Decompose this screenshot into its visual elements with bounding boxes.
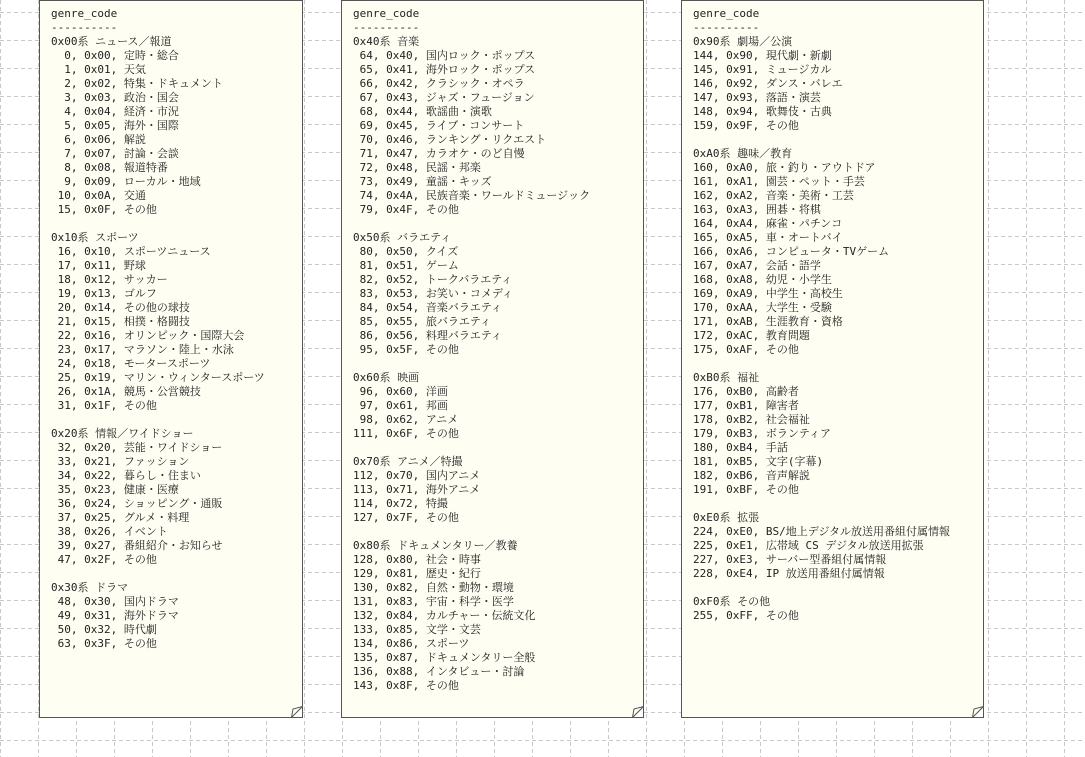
genre-code-entry: 182, 0xB6, 音声解説 [693,469,810,482]
genre-code-entry: 98, 0x62, アニメ [353,413,459,426]
genre-code-entry: 3, 0x03, 政治・国会 [51,91,179,104]
note-title: genre_code [693,7,760,20]
genre-group-header: 0x40系 音楽 [353,35,420,48]
genre-code-entry: 64, 0x40, 国内ロック・ポップス [353,49,536,62]
genre-code-entry: 66, 0x42, クラシック・オペラ [353,77,525,90]
genre-code-entry: 178, 0xB2, 社会福祉 [693,413,810,426]
genre-code-entry: 165, 0xA5, 車・オートバイ [693,231,843,244]
genre-code-entry: 127, 0x7F, その他 [353,511,459,524]
genre-code-entry: 36, 0x24, ショッピング・通販 [51,497,223,510]
genre-code-entry: 167, 0xA7, 会話・語学 [693,259,821,272]
genre-code-entry: 71, 0x47, カラオケ・のど自慢 [353,147,525,160]
genre-code-entry: 191, 0xBF, その他 [693,483,799,496]
genre-code-entry: 225, 0xE1, 広帯域 CS デジタル放送用拡張 [693,539,924,552]
genre-code-entry: 1, 0x01, 天気 [51,63,146,76]
genre-code-entry: 23, 0x17, マラソン・陸上・水泳 [51,343,234,356]
genre-code-entry: 171, 0xAB, 生涯教育・資格 [693,315,843,328]
genre-code-entry: 18, 0x12, サッカー [51,273,168,286]
genre-code-entry: 161, 0xA1, 園芸・ペット・手芸 [693,175,865,188]
genre-code-entry: 50, 0x32, 時代劇 [51,623,157,636]
genre-group-header: 0xF0系 その他 [693,595,771,608]
genre-code-entry: 160, 0xA0, 旅・釣り・アウトドア [693,161,876,174]
blank-line [353,441,643,455]
blank-line [353,217,643,231]
genre-code-entry: 163, 0xA3, 囲碁・将棋 [693,203,821,216]
note-separator: ---------- [353,21,420,34]
genre-code-entry: 31, 0x1F, その他 [51,399,157,412]
genre-code-entry: 159, 0x9F, その他 [693,119,799,132]
genre-code-entry: 32, 0x20, 芸能・ワイドショー [51,441,223,454]
genre-code-entry: 147, 0x93, 落語・演芸 [693,91,821,104]
genre-code-entry: 21, 0x15, 相撲・格闘技 [51,315,190,328]
genre-code-entry: 67, 0x43, ジャズ・フュージョン [353,91,535,104]
genre-code-entry: 69, 0x45, ライブ・コンサート [353,119,525,132]
genre-code-entry: 170, 0xAA, 大学生・受験 [693,301,832,314]
note-separator: ---------- [51,21,118,34]
genre-code-entry: 172, 0xAC, 教育問題 [693,329,810,342]
genre-code-entry: 129, 0x81, 歴史・紀行 [353,567,481,580]
genre-code-entry: 6, 0x06, 解説 [51,133,146,146]
genre-code-entry: 180, 0xB4, 手話 [693,441,788,454]
genre-code-entry: 68, 0x44, 歌謡曲・演歌 [353,105,492,118]
blank-line [353,357,643,371]
genre-code-entry: 113, 0x71, 海外アニメ [353,483,481,496]
genre-group-header: 0x20系 情報／ワイドショー [51,427,194,440]
genre-code-entry: 227, 0xE3, サーバー型番組付属情報 [693,553,887,566]
genre-code-entry: 143, 0x8F, その他 [353,679,459,692]
genre-code-entry: 148, 0x94, 歌舞伎・古典 [693,105,832,118]
genre-code-entry: 162, 0xA2, 音楽・美術・工芸 [693,189,854,202]
genre-code-entry: 17, 0x11, 野球 [51,259,146,272]
genre-code-entry: 144, 0x90, 現代劇・新劇 [693,49,832,62]
note-genre-code-2 [341,0,644,718]
blank-line [51,413,302,427]
blank-line [51,217,302,231]
genre-code-entry: 34, 0x22, 暮らし・住まい [51,469,201,482]
genre-code-entry: 16, 0x10, スポーツニュース [51,245,211,258]
genre-code-entry: 136, 0x88, インタビュー・討論 [353,665,525,678]
genre-code-entry: 48, 0x30, 国内ドラマ [51,595,179,608]
genre-code-entry: 4, 0x04, 経済・市況 [51,105,179,118]
genre-code-entry: 177, 0xB1, 障害者 [693,399,799,412]
blank-line [353,525,643,539]
genre-code-entry: 86, 0x56, 料理バラエティ [353,329,502,342]
genre-group-header: 0x50系 バラエティ [353,231,452,244]
genre-code-entry: 111, 0x6F, その他 [353,427,459,440]
genre-code-entry: 114, 0x72, 特撮 [353,497,448,510]
genre-code-entry: 130, 0x82, 自然・動物・環境 [353,581,514,594]
folded-corner-icon [972,706,984,718]
blank-line [693,497,983,511]
genre-code-entry: 25, 0x19, マリン・ウィンタースポーツ [51,371,265,384]
genre-code-entry: 132, 0x84, カルチャー・伝統文化 [353,609,536,622]
genre-code-entry: 9, 0x09, ローカル・地域 [51,175,201,188]
genre-group-header: 0xE0系 拡張 [693,511,760,524]
genre-code-entry: 96, 0x60, 洋画 [353,385,448,398]
genre-code-entry: 33, 0x21, ファッション [51,455,190,468]
genre-code-entry: 135, 0x87, ドキュメンタリー全般 [353,651,536,664]
genre-code-entry: 166, 0xA6, コンピュータ・TVゲーム [693,245,890,258]
genre-code-entry: 84, 0x54, 音楽バラエティ [353,301,502,314]
genre-group-header: 0x70系 アニメ／特撮 [353,455,463,468]
genre-code-entry: 85, 0x55, 旅バラエティ [353,315,491,328]
genre-code-entry: 70, 0x46, ランキング・リクエスト [353,133,547,146]
genre-code-entry: 38, 0x26, イベント [51,525,168,538]
genre-code-entry: 82, 0x52, トークバラエティ [353,273,513,286]
genre-code-entry: 134, 0x86, スポーツ [353,637,470,650]
genre-code-entry: 24, 0x18, モータースポーツ [51,357,211,370]
note-title: genre_code [353,7,420,20]
genre-code-entry: 74, 0x4A, 民族音楽・ワールドミュージック [353,189,591,202]
genre-code-entry: 37, 0x25, グルメ・料理 [51,511,190,524]
genre-group-header: 0x10系 スポーツ [51,231,139,244]
genre-code-entry: 146, 0x92, ダンス・バレエ [693,77,843,90]
genre-code-entry: 47, 0x2F, その他 [51,553,157,566]
genre-code-entry: 10, 0x0A, 交通 [51,189,146,202]
genre-code-entry: 2, 0x02, 特集・ドキュメント [51,77,223,90]
genre-code-entry: 8, 0x08, 報道特番 [51,161,168,174]
genre-group-header: 0x80系 ドキュメンタリー／教養 [353,539,518,552]
genre-code-entry: 72, 0x48, 民謡・邦楽 [353,161,481,174]
note-separator: ---------- [693,21,760,34]
genre-code-entry: 175, 0xAF, その他 [693,343,799,356]
genre-code-entry: 5, 0x05, 海外・国際 [51,119,179,132]
genre-code-entry: 168, 0xA8, 幼児・小学生 [693,273,832,286]
genre-code-entry: 26, 0x1A, 競馬・公営競技 [51,385,201,398]
folded-corner-icon [632,706,644,718]
genre-code-entry: 224, 0xE0, BS/地上デジタル放送用番組付属情報 [693,525,951,538]
genre-group-header: 0x90系 劇場／公演 [693,35,793,48]
genre-code-entry: 83, 0x53, お笑い・コメディ [353,287,513,300]
genre-code-entry: 145, 0x91, ミュージカル [693,63,832,76]
genre-code-entry: 133, 0x85, 文学・文芸 [353,623,481,636]
genre-code-entry: 20, 0x14, その他の球技 [51,301,190,314]
genre-code-entry: 15, 0x0F, その他 [51,203,157,216]
genre-group-header: 0x30系 ドラマ [51,581,129,594]
genre-code-entry: 22, 0x16, オリンピック・国際大会 [51,329,245,342]
note-genre-code-3 [681,0,984,718]
genre-code-entry: 255, 0xFF, その他 [693,609,799,622]
genre-code-entry: 73, 0x49, 童謡・キッズ [353,175,492,188]
genre-code-entry: 49, 0x31, 海外ドラマ [51,609,179,622]
genre-group-header: 0xA0系 趣味／教育 [693,147,793,160]
genre-code-entry: 39, 0x27, 番組紹介・お知らせ [51,539,223,552]
genre-code-entry: 95, 0x5F, その他 [353,343,459,356]
genre-code-entry: 97, 0x61, 邦画 [353,399,448,412]
blank-line [693,357,983,371]
blank-line [693,133,983,147]
genre-code-entry: 179, 0xB3, ボランティア [693,427,831,440]
genre-group-header: 0x60系 映画 [353,371,420,384]
note-title: genre_code [51,7,118,20]
genre-group-header: 0xB0系 福祉 [693,371,760,384]
genre-code-entry: 112, 0x70, 国内アニメ [353,469,481,482]
genre-group-header: 0x00系 ニュース／報道 [51,35,172,48]
genre-code-entry: 131, 0x83, 宇宙・科学・医学 [353,595,514,608]
genre-code-entry: 228, 0xE4, IP 放送用番組付属情報 [693,567,885,580]
genre-code-entry: 7, 0x07, 討論・会談 [51,147,179,160]
blank-line [51,567,302,581]
genre-code-entry: 81, 0x51, ゲーム [353,259,459,272]
note-genre-code-1 [39,0,303,718]
genre-code-entry: 35, 0x23, 健康・医療 [51,483,179,496]
genre-code-entry: 80, 0x50, クイズ [353,245,459,258]
genre-code-entry: 79, 0x4F, その他 [353,203,459,216]
blank-line [693,581,983,595]
genre-code-entry: 169, 0xA9, 中学生・高校生 [693,287,843,300]
genre-code-entry: 65, 0x41, 海外ロック・ポップス [353,63,536,76]
genre-code-entry: 19, 0x13, ゴルフ [51,287,157,300]
genre-code-entry: 63, 0x3F, その他 [51,637,157,650]
genre-code-entry: 181, 0xB5, 文字(字幕) [693,455,824,468]
genre-code-entry: 0, 0x00, 定時・総合 [51,49,179,62]
folded-corner-icon [291,706,303,718]
genre-code-entry: 164, 0xA4, 麻雀・パチンコ [693,217,843,230]
genre-code-entry: 176, 0xB0, 高齢者 [693,385,799,398]
genre-code-entry: 128, 0x80, 社会・時事 [353,553,481,566]
